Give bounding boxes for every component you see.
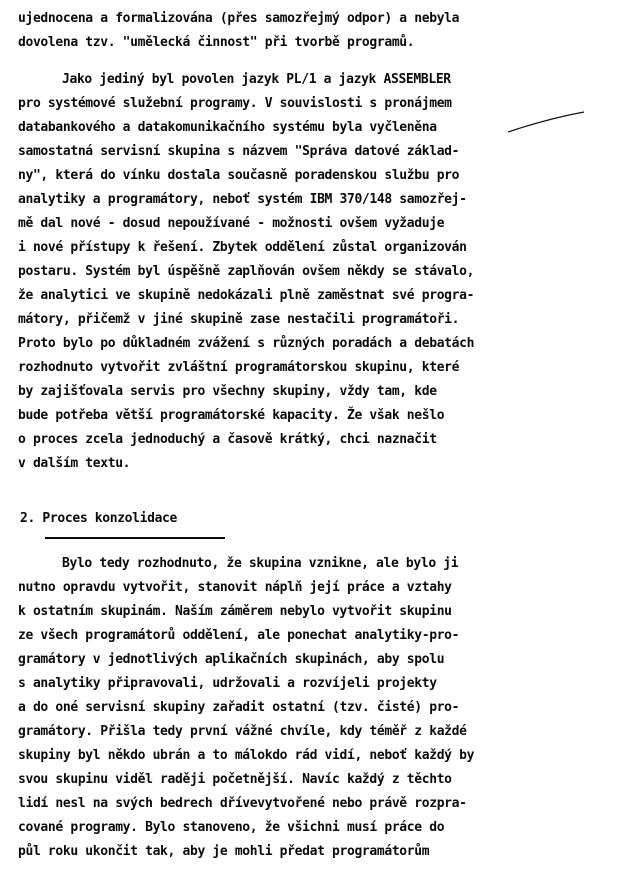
- text-line: samostatná servisní skupina s názvem "Správa datové základ-: [18, 144, 460, 159]
- text-line: Jako jediný byl povolen jazyk PL/1 a jazyk ASSEMBLER: [62, 72, 451, 87]
- text-line: bude potřeba větší programátorské kapacity. Že však nešlo: [18, 408, 445, 423]
- text-line: půl roku ukončit tak, aby je mohli předat programátorům: [18, 844, 430, 859]
- text-line: i nové přístupy k řešení. Zbytek oddělení zůstal organizován: [18, 240, 467, 255]
- text-line: postaru. Systém byl úspěšně zaplňován ovšem někdy se stávalo,: [18, 264, 475, 279]
- text-line: ujednocena a formalizována (přes samozřejmý odpor) a nebyla: [18, 11, 460, 26]
- text-line: databankového a datakomunikačního systému byla vyčleněna: [18, 120, 437, 135]
- text-line: lidí nesl na svých bedrech dřívevytvořené nebo právě rozpra-: [18, 796, 467, 811]
- text-line: by zajišťovala servis pro všechny skupiny, vždy tam, kde: [18, 384, 437, 399]
- text-line: gramátory. Přišla tedy první vážné chvíle, kdy téměř z každé: [18, 724, 467, 739]
- text-line: svou skupinu viděl raději početnější. Navíc každý z těchto: [18, 772, 452, 787]
- text-line: nutno opravdu vytvořit, stanovit náplň její práce a vztahy: [18, 580, 452, 595]
- text-line: Proto bylo po důkladném zvážení s různých poradách a debatách: [18, 336, 475, 351]
- text-line: v dalším textu.: [18, 456, 131, 471]
- text-line: cované programy. Bylo stanoveno, že všichni musí práce do: [18, 820, 445, 835]
- text-line: pro systémové služební programy. V souvislosti s pronájmem: [18, 96, 452, 111]
- text-line: rozhodnuto vytvořit zvláštní programátorskou skupinu, které: [18, 360, 460, 375]
- text-line: gramátory v jednotlivých aplikačních skupinách, aby spolu: [18, 652, 445, 667]
- text-line: Bylo tedy rozhodnuto, že skupina vznikne, ale bylo ji: [62, 556, 459, 571]
- text-line: analytiky a programátory, neboť systém IBM 370/148 samozřej-: [18, 192, 467, 207]
- text-line: mě dal nové - dosud nepoužívané - možnosti ovšem vyžaduje: [18, 216, 445, 231]
- text-line: ny", která do vínku dostala současně poradenskou službu pro: [18, 168, 460, 183]
- text-line: dovolena tzv. "umělecká činnost" při tvorbě programů.: [18, 35, 415, 50]
- text-line: skupiny byl někdo ubrán a to málokdo rád vidí, neboť každý by: [18, 748, 475, 763]
- text-line: ze všech programátorů oddělení, ale ponechat analytiky-pro-: [18, 628, 460, 643]
- text-line: k ostatním skupinám. Naším záměrem nebylo vytvořit skupinu: [18, 604, 452, 619]
- section-heading: 2. Proces konzolidace: [20, 511, 178, 526]
- text-line: s analytiky připravovali, udržovali a rozvíjeli projekty: [18, 676, 437, 691]
- text-line: o proces zcela jednoduchý a časově krátký, chci naznačit: [18, 432, 437, 447]
- text-line: mátory, přičemž v jiné skupině zase nestačili programátoři.: [18, 312, 460, 327]
- text-line: a do oné servisní skupiny zařadit ostatní (tzv. čisté) pro-: [18, 700, 460, 715]
- heading-underline: [45, 537, 225, 539]
- pen-stroke-mark: [506, 110, 586, 150]
- text-line: že analytici ve skupině nedokázali plně zaměstnat své progra-: [18, 288, 475, 303]
